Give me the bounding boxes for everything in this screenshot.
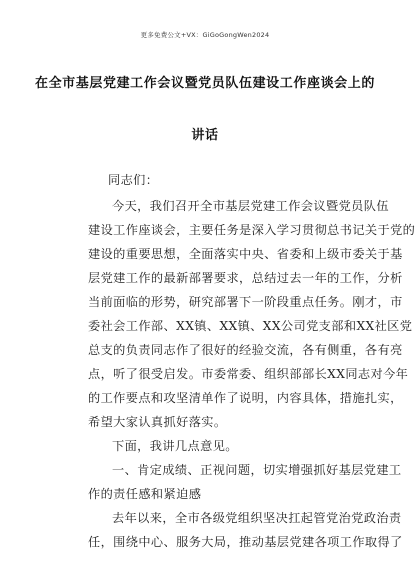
paragraph-section-1-body — [88, 506, 403, 554]
paragraph-line: 今天，我们召开全市基层党建工作会议暨党员队伍 — [112, 199, 389, 213]
paragraph-line: 建设的重要思想，全面落实中央、省委和上级市委关于基 — [88, 247, 403, 261]
paragraph-line: 作的责任感和紧迫感 — [88, 487, 202, 501]
paragraph-line: 的工作要点和攻坚清单作了说明，内容具体，措施扎实， — [88, 391, 403, 405]
salutation: 同志们： — [108, 173, 159, 187]
paragraph-line: 去年以来，全市各级党组织坚决扛起管党治党政治责 — [112, 511, 402, 525]
paragraph-line: 点，听了很受启发。市委常委、组织部部长XX同志对今年 — [88, 367, 409, 381]
paragraph-opening — [88, 194, 415, 434]
paragraph-transition — [88, 434, 336, 458]
paragraph-line: 建设工作座谈会，主要任务是深入学习贯彻总书记关于党的 — [88, 223, 415, 237]
document-title-line-2: 讲话 — [191, 128, 219, 143]
header-note: 更多免费公文+VX：GiGoGongWen2024 — [140, 31, 270, 39]
paragraph-line: 层党建工作的最新部署要求，总结过去一年的工作，分析 — [88, 271, 403, 285]
document-title-line-1: 在全市基层党建工作会议暨党员队伍建设工作座谈会上的 — [34, 76, 375, 91]
paragraph-line: 任，围绕中心、服务大局，推动基层党建各项工作取得了 — [88, 535, 403, 549]
paragraph-line: 希望大家认真抓好落实。 — [88, 415, 227, 429]
paragraph-line: 委社会工作部、XX镇、XX镇、XX公司党支部和XX社区党 — [88, 319, 413, 333]
paragraph-line: 下面，我讲几点意见。 — [112, 439, 238, 453]
paragraph-line: 总支的负责同志作了很好的经验交流，各有侧重，各有亮 — [88, 343, 403, 357]
paragraph-line: 一、肯定成绩、正视问题，切实增强抓好基层党建工 — [112, 463, 402, 477]
section-heading-1 — [88, 458, 402, 506]
paragraph-line: 当前面临的形势，研究部署下一阶段重点任务。刚才，市 — [88, 295, 403, 309]
